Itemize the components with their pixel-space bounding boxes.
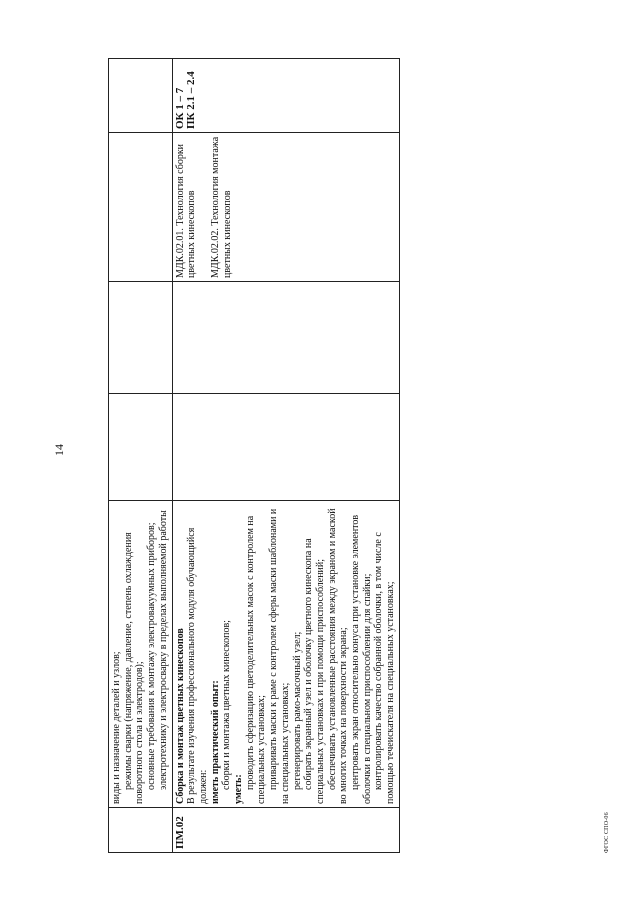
competency-cell	[109, 59, 173, 133]
skills-heading: уметь:	[233, 774, 245, 804]
experience-heading: иметь практический опыт:	[209, 680, 221, 804]
list-item: виды и назначение деталей и узлов;	[111, 651, 122, 804]
list-item: сборки и монтажа цветных кинескопов;	[221, 620, 233, 790]
footer-label: ФГОС СПО-06	[604, 812, 610, 853]
list-item: регенерировать рамо-масочный узел;	[291, 631, 303, 790]
module-intro: В результате изучения профессионального модуля обучающийся должен:	[186, 527, 209, 804]
hours-cell	[109, 394, 173, 501]
hours-cell	[172, 394, 399, 501]
module-title: Сборка и монтаж цветных кинескопов	[174, 628, 186, 804]
mdk-cell	[109, 133, 173, 282]
general-competencies: ОК 1 – 7	[173, 87, 186, 129]
curriculum-table	[108, 58, 400, 853]
list-item: проводить сферизацию цветоделительных масок с контролем на специальных установках;	[244, 515, 268, 804]
module-code: ПМ.02	[172, 808, 399, 853]
code-cell-empty	[109, 808, 173, 853]
professional-competencies: ПК 2.1 – 2.4	[185, 71, 198, 129]
table-row	[172, 59, 399, 853]
content-cell	[109, 501, 173, 808]
list-item: режимы сварки (напряжение, давление, степень охлаждения поворотного стола и электродов);	[122, 532, 146, 804]
page-number: 14	[52, 444, 66, 456]
mdk-item: МДК.02.01. Технология сборки цветных кинескопов	[174, 143, 198, 278]
list-item: обеспечивать установленные расстояния между экраном и маской во многих точках на поверхности экрана;	[326, 508, 350, 804]
mdk-item: МДК.02.02. Технология монтажа цветных кинескопов	[209, 136, 233, 278]
hours-cell	[109, 282, 173, 394]
list-item: контролировать качество собранной оболочки, в том числе с помощью течеискателя на специальных установках;	[373, 532, 397, 804]
mdk-cell	[172, 133, 399, 282]
content-cell	[172, 501, 399, 808]
list-item: электротехнику и электросварку в пределах выполняемой работы	[157, 510, 169, 790]
competency-cell	[172, 59, 399, 133]
hours-cell	[172, 282, 399, 394]
list-item: собирать экранный узел и оболочку цветного кинескопа на специальных установках и при помощи приспособлений;	[303, 538, 326, 804]
list-item: основные требования к монтажу электровакуумных приборов;	[146, 522, 158, 790]
table-row	[109, 59, 173, 853]
list-item: приваривать маски к раме с контролем сферы маски шаблонами и на специальных установках;	[268, 508, 291, 804]
list-item: центровать экран относительно конуса при установке элементов оболочки в специальном приспособлении для спайки;	[350, 514, 373, 804]
